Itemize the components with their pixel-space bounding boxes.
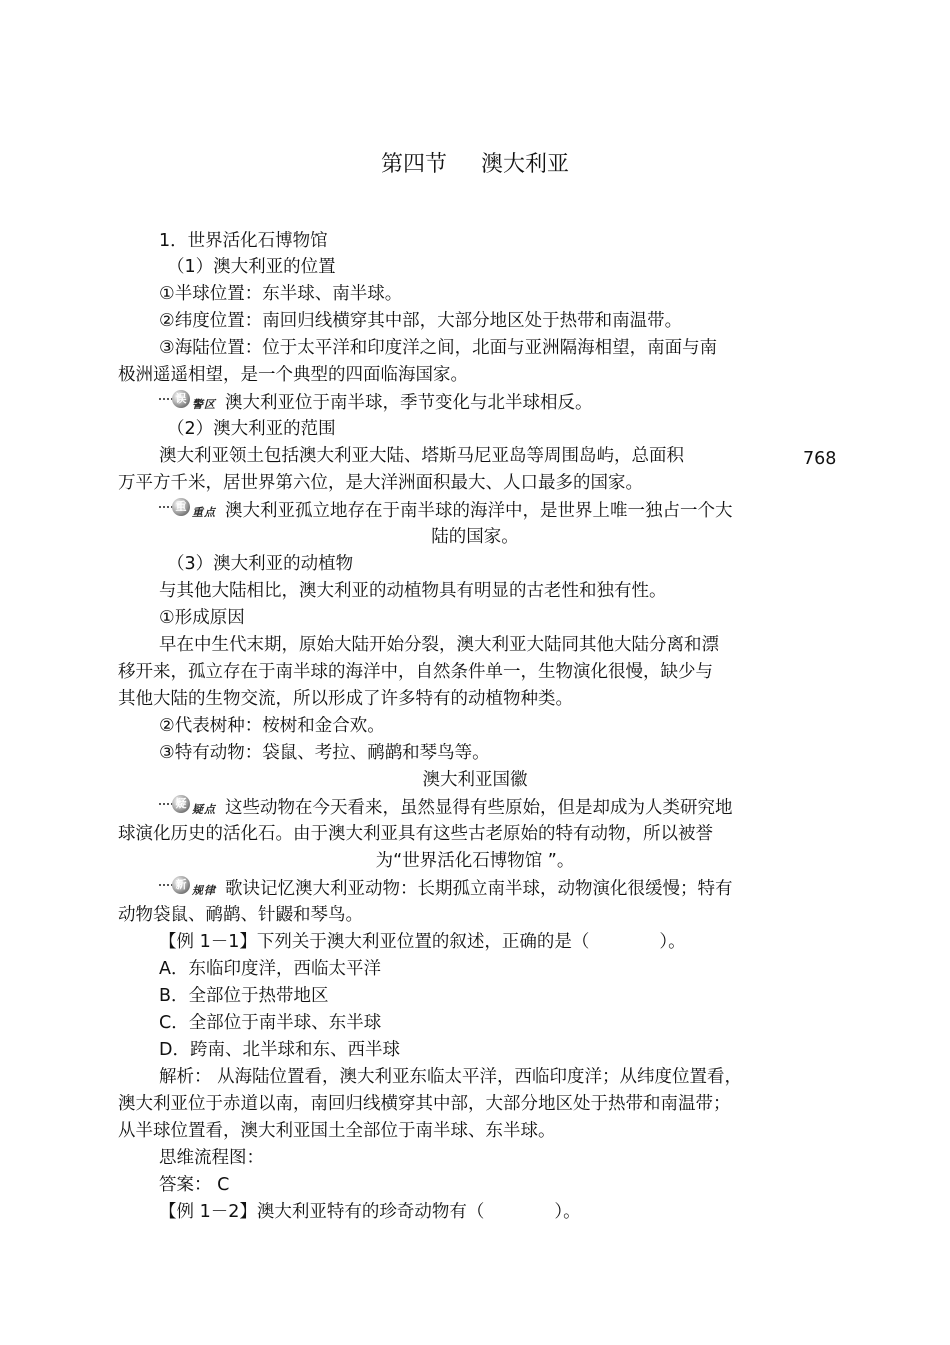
example-question: 【例 1－1】下列关于澳大利亚位置的叙述，正确的是（ ）。 bbox=[159, 932, 686, 952]
option-b: B．全部位于热带地区 bbox=[159, 986, 329, 1006]
option-d: D．跨南、北半球和东、西半球 bbox=[159, 1040, 400, 1060]
paragraph-line: 球演化历史的活化石。由于澳大利亚具有这些古老原始的特有动物，所以被誉 bbox=[118, 824, 713, 844]
note-line: 误 警区 澳大利亚位于南半球，季节变化与北半球相反。 bbox=[159, 389, 593, 416]
warning-badge-icon: 误 警区 bbox=[159, 389, 219, 411]
rule-badge-icon: 新 规律 bbox=[159, 875, 219, 897]
paragraph-line: 与其他大陆相比，澳大利亚的动植物具有明显的古老性和独有性。 bbox=[159, 581, 667, 601]
paragraph-line: ①形成原因 bbox=[159, 608, 245, 628]
example-question: 【例 1－2】澳大利亚特有的珍奇动物有（ ）。 bbox=[159, 1202, 581, 1222]
title-section: 第四节 bbox=[380, 152, 447, 177]
paragraph-line: 为“世界活化石博物馆 ”。 bbox=[375, 851, 575, 871]
key-point-badge-icon: 重 重点 bbox=[159, 497, 219, 519]
paragraph-line: ①半球位置：东半球、南半球。 bbox=[159, 284, 403, 304]
paragraph-line: 动物袋鼠、鸸鹋、针鼹和琴鸟。 bbox=[118, 905, 363, 925]
option-c: C．全部位于南半球、东半球 bbox=[159, 1013, 382, 1033]
paragraph-line: 极洲遥遥相望，是一个典型的四面临海国家。 bbox=[118, 365, 468, 385]
paragraph-line: ③海陆位置：位于太平洋和印度洋之间，北面与亚洲隔海相望，南面与南 bbox=[159, 338, 718, 358]
answer-line: 答案： C bbox=[159, 1175, 230, 1195]
option-a: A．东临印度洋，西临太平洋 bbox=[159, 959, 381, 979]
subheading-flora-fauna: （3）澳大利亚的动植物 bbox=[167, 554, 354, 574]
paragraph-line: 移开来，孤立存在于南半球的海洋中，自然条件单一，生物演化很慢，缺少与 bbox=[118, 662, 713, 682]
paragraph-line: 陆的国家。 bbox=[431, 527, 519, 547]
doubt-point-badge-icon: 疑 疑点 bbox=[159, 794, 219, 816]
paragraph-line: ③特有动物：袋鼠、考拉、鸸鹋和琴鸟等。 bbox=[159, 743, 490, 763]
analysis-line: 解析： 从海陆位置看，澳大利亚东临太平洋，西临印度洋；从纬度位置看， bbox=[159, 1067, 743, 1087]
paragraph-line: 澳大利亚领土包括澳大利亚大陆、塔斯马尼亚岛等周围岛屿，总面积 bbox=[159, 446, 684, 466]
page-title bbox=[0, 147, 950, 178]
heading-1: 1．世界活化石博物馆 bbox=[159, 231, 328, 251]
title-topic: 澳大利亚 bbox=[481, 152, 570, 177]
flowchart-label: 思维流程图： bbox=[159, 1148, 264, 1168]
paragraph-line: 万平方千米，居世界第六位，是大洋洲面积最大、人口最多的国家。 bbox=[118, 473, 643, 493]
emblem-caption: 澳大利亚国徽 bbox=[422, 770, 528, 790]
analysis-line: 从半球位置看，澳大利亚国土全部位于南半球、东半球。 bbox=[118, 1121, 556, 1141]
paragraph-line: ②代表树种：桉树和金合欢。 bbox=[159, 716, 385, 736]
subheading-range: （2）澳大利亚的范围 bbox=[167, 419, 336, 439]
area-number: 768 bbox=[803, 449, 837, 469]
paragraph-line: ②纬度位置：南回归线横穿其中部，大部分地区处于热带和南温带。 bbox=[159, 311, 683, 331]
paragraph-line: 其他大陆的生物交流，所以形成了许多特有的动植物种类。 bbox=[118, 689, 573, 709]
paragraph-line: 早在中生代末期，原始大陆开始分裂，澳大利亚大陆同其他大陆分离和漂 bbox=[159, 635, 719, 655]
note-line: 重 重点 澳大利亚孤立地存在于南半球的海洋中，是世界上唯一独占一个大 bbox=[159, 497, 733, 524]
subheading-position: （1）澳大利亚的位置 bbox=[167, 257, 336, 277]
analysis-line: 澳大利亚位于赤道以南，南回归线横穿其中部，大部分地区处于热带和南温带； bbox=[118, 1094, 731, 1114]
note-line: 新 规律 歌诀记忆澳大利亚动物：长期孤立南半球，动物演化很缓慢；特有 bbox=[159, 875, 733, 902]
note-line: 疑 疑点 这些动物在今天看来，虽然显得有些原始，但是却成为人类研究地 bbox=[159, 794, 733, 821]
